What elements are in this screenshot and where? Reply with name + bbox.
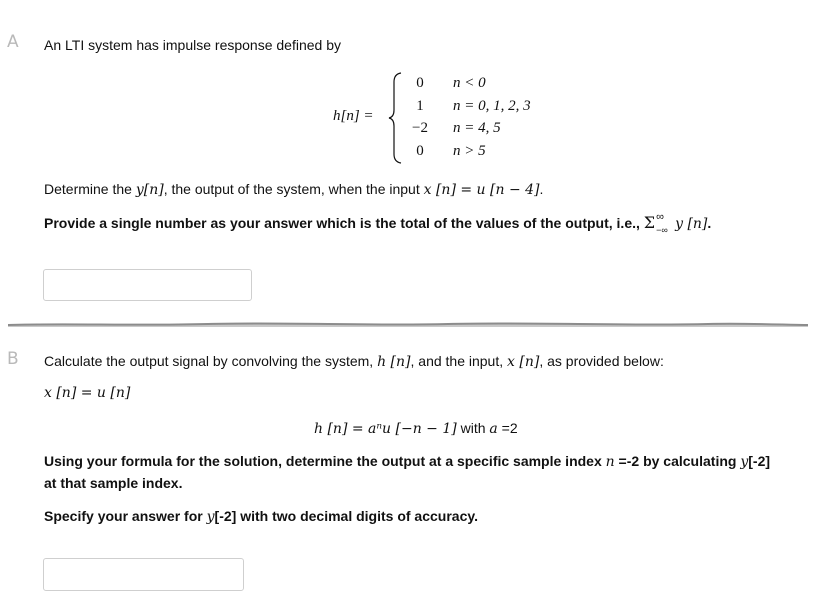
provide-line: Provide a single number as your answer which is the total of the values of the output, i.e., Σ ∞ −∞ y [n].	[44, 211, 712, 235]
calc-line: Calculate the output signal by convolving the system, h [n], and the input, x [n], as provided below:	[44, 353, 664, 370]
input-equation: x [n] = u [n]	[44, 385, 131, 401]
answer-input-a[interactable]	[43, 269, 252, 301]
piecewise-row: 0 n < 0	[416, 75, 486, 91]
piecewise-row: 1 n = 0, 1, 2, 3	[416, 98, 531, 114]
section-label-a: A	[7, 32, 19, 52]
using-line-2: at that sample index.	[44, 475, 183, 491]
section-divider	[8, 320, 808, 328]
piecewise-row: 0 n > 5	[416, 143, 486, 159]
impulse-equation: h [n] = aⁿu [−n − 1] with a =2	[314, 420, 518, 437]
answer-input-b[interactable]	[43, 558, 244, 591]
sum-symbol: Σ	[643, 213, 656, 232]
specify-line: Specify your answer for y[-2] with two decimal digits of accuracy.	[44, 508, 478, 525]
h-lhs: h[n] =	[333, 108, 374, 124]
question-a-intro: An LTI system has impulse response defined by	[44, 37, 342, 53]
determine-line: Determine the y[n], the output of the system, when the input x [n] = u [n − 4].	[44, 181, 544, 198]
section-label-b: B	[7, 349, 19, 369]
piecewise-row: −2 n = 4, 5	[412, 120, 501, 136]
using-line: Using your formula for the solution, determine the output at a specific sample index n =-2 by calculating y[-2]	[44, 453, 771, 470]
piecewise-brace	[388, 72, 404, 164]
